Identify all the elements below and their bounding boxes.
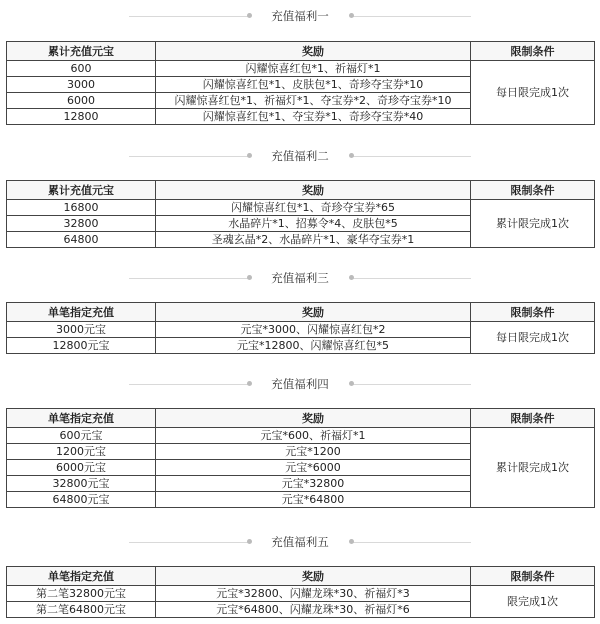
reward-table [6,302,595,354]
section-4 [0,374,600,506]
condition-cell: 每日限完成1次 [471,322,595,354]
amount-cell: 12800 [7,109,156,125]
header-reward: 奖励 [156,42,471,61]
amount-cell: 600 [7,61,156,77]
table-row [7,61,595,77]
reward-cell: 闪耀惊喜红包*1、祈福灯*1、夺宝券*2、奇珍夺宝券*10 [156,93,471,109]
section-title-text: 充值福利四 [265,374,335,394]
amount-cell: 16800 [7,200,156,216]
header-amount: 累计充值元宝 [7,181,156,200]
reward-cell: 闪耀惊喜红包*1、皮肤包*1、奇珍夺宝券*10 [156,77,471,93]
header-amount: 单笔指定充值 [7,567,156,586]
section-title [0,6,600,26]
section-3 [0,268,600,352]
section-title [0,374,600,394]
table-row [7,322,595,338]
amount-cell: 3000 [7,77,156,93]
header-reward: 奖励 [156,303,471,322]
header-reward: 奖励 [156,181,471,200]
section-title [0,532,600,552]
condition-cell: 每日限完成1次 [471,61,595,125]
section-2 [0,146,600,246]
reward-cell: 元宝*3000、闪耀惊喜红包*2 [156,322,471,338]
reward-cell: 水晶碎片*1、招募令*4、皮肤包*5 [156,216,471,232]
header-reward: 奖励 [156,567,471,586]
reward-cell: 元宝*1200 [156,444,471,460]
condition-cell: 累计限完成1次 [471,428,595,508]
section-title [0,268,600,288]
reward-cell: 元宝*600、祈福灯*1 [156,428,471,444]
reward-cell: 闪耀惊喜红包*1、夺宝券*1、奇珍夺宝券*40 [156,109,471,125]
amount-cell: 6000元宝 [7,460,156,476]
header-amount: 单笔指定充值 [7,409,156,428]
section-title-text: 充值福利五 [265,532,335,552]
section-title-text: 充值福利二 [265,146,335,166]
section-title [0,146,600,166]
amount-cell: 6000 [7,93,156,109]
section-title-text: 充值福利一 [265,6,335,26]
reward-cell: 元宝*6000 [156,460,471,476]
amount-cell: 32800元宝 [7,476,156,492]
amount-cell: 64800 [7,232,156,248]
amount-cell: 600元宝 [7,428,156,444]
reward-cell: 元宝*64800、闪耀龙珠*30、祈福灯*6 [156,602,471,618]
reward-cell: 圣魂玄晶*2、水晶碎片*1、豪华夺宝券*1 [156,232,471,248]
header-condition: 限制条件 [471,181,595,200]
header-condition: 限制条件 [471,567,595,586]
amount-cell: 32800 [7,216,156,232]
reward-table [6,41,595,125]
reward-table [6,408,595,508]
amount-cell: 1200元宝 [7,444,156,460]
reward-cell: 闪耀惊喜红包*1、奇珍夺宝券*65 [156,200,471,216]
amount-cell: 第二笔64800元宝 [7,602,156,618]
reward-cell: 元宝*12800、闪耀惊喜红包*5 [156,338,471,354]
header-amount: 累计充值元宝 [7,42,156,61]
reward-cell: 元宝*32800 [156,476,471,492]
table-row [7,586,595,602]
section-5 [0,532,600,616]
amount-cell: 第二笔32800元宝 [7,586,156,602]
reward-cell: 元宝*32800、闪耀龙珠*30、祈福灯*3 [156,586,471,602]
amount-cell: 64800元宝 [7,492,156,508]
header-amount: 单笔指定充值 [7,303,156,322]
header-condition: 限制条件 [471,303,595,322]
condition-cell: 限完成1次 [471,586,595,618]
table-row [7,428,595,444]
reward-cell: 元宝*64800 [156,492,471,508]
reward-table [6,180,595,248]
amount-cell: 3000元宝 [7,322,156,338]
section-1 [0,6,600,123]
section-title-text: 充值福利三 [265,268,335,288]
condition-cell: 累计限完成1次 [471,200,595,248]
table-row [7,200,595,216]
reward-cell: 闪耀惊喜红包*1、祈福灯*1 [156,61,471,77]
header-reward: 奖励 [156,409,471,428]
amount-cell: 12800元宝 [7,338,156,354]
header-condition: 限制条件 [471,42,595,61]
reward-table [6,566,595,618]
header-condition: 限制条件 [471,409,595,428]
